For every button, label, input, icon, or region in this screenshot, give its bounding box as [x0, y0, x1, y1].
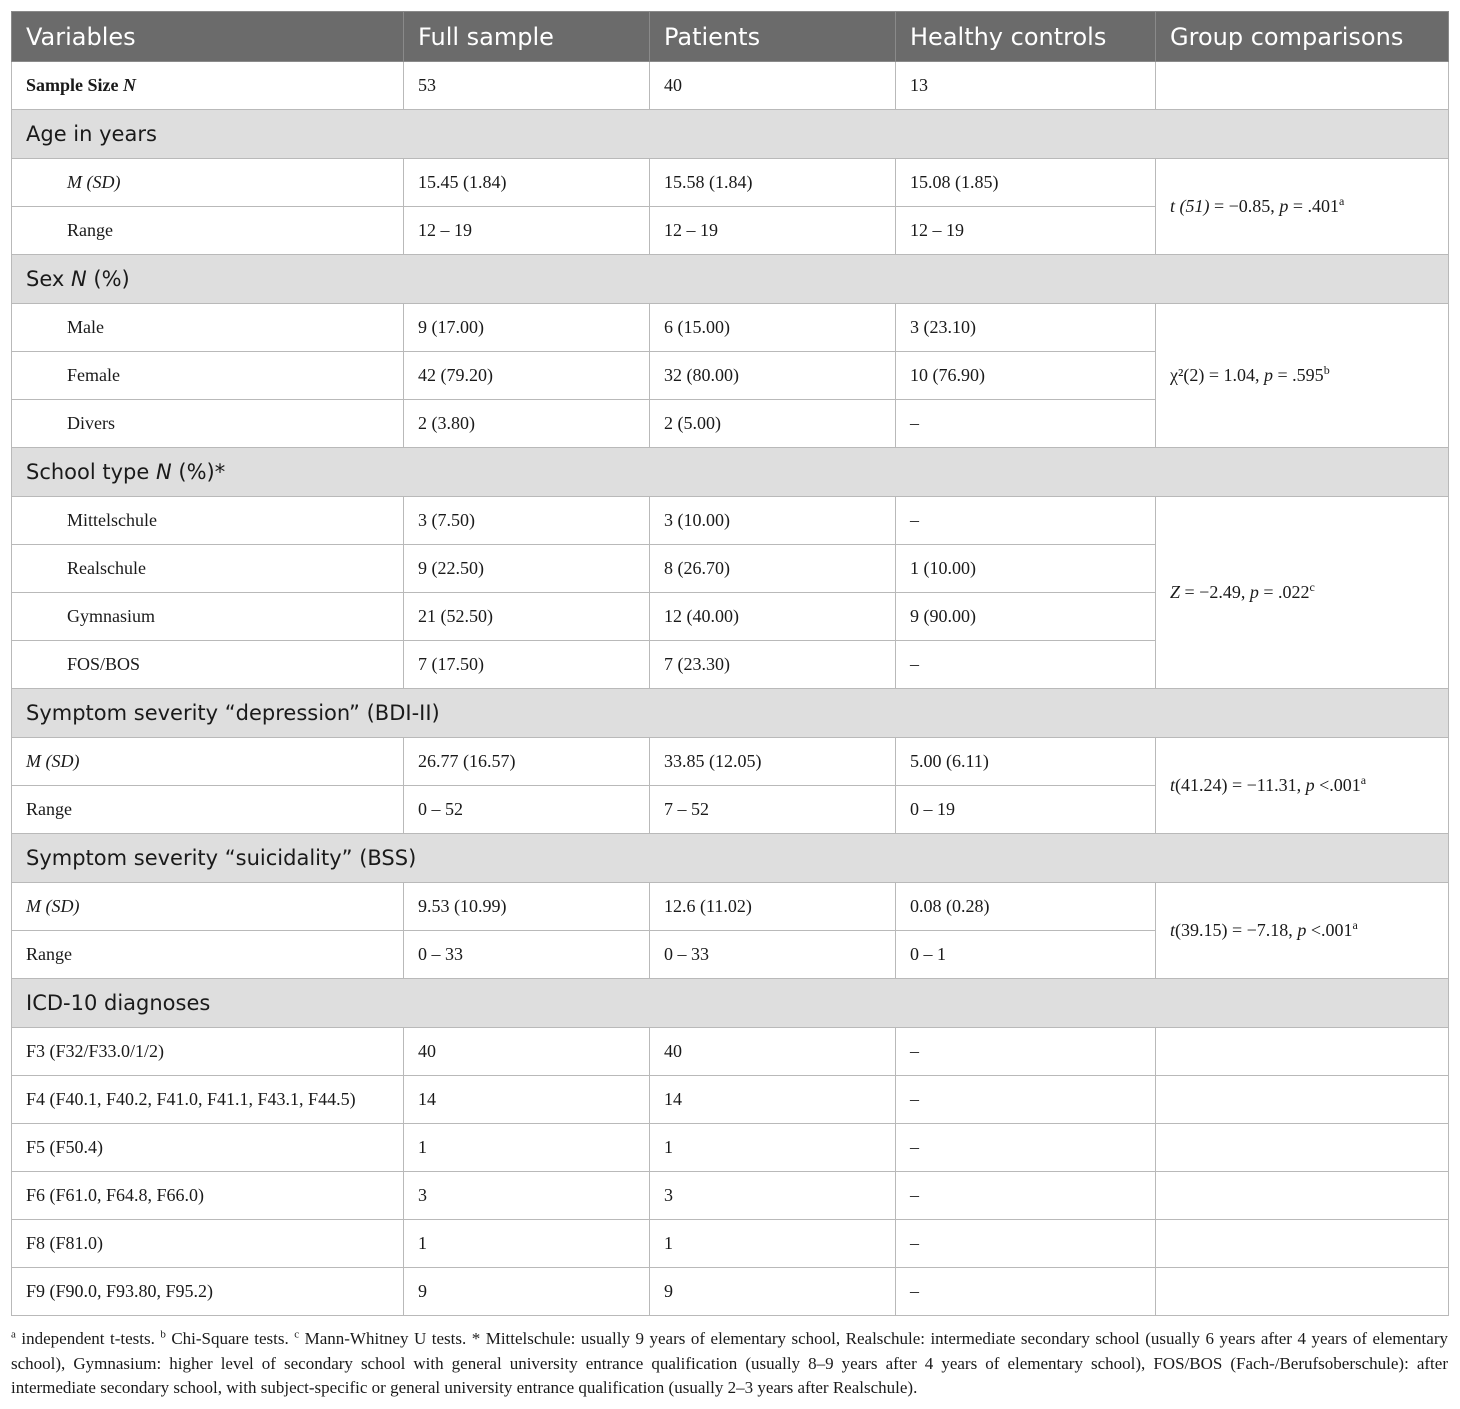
cell-full: 21 (52.50)	[404, 593, 650, 641]
cell-patients: 2 (5.00)	[650, 400, 896, 448]
row-label: Range	[12, 786, 404, 834]
cell-full: 9 (17.00)	[404, 304, 650, 352]
characteristics-table	[11, 11, 1449, 1316]
cell-comparison	[1156, 1220, 1449, 1268]
cell-controls: –	[896, 1028, 1156, 1076]
cell-full: 1	[404, 1220, 650, 1268]
table-container	[11, 11, 1448, 1316]
cell-full: 12 – 19	[404, 207, 650, 255]
table-row	[12, 738, 1449, 786]
table-footnote: $^a$ independent t-tests. $^b$ Chi-Square tests. $^c$ Mann-Whitney U tests. * Mittelschule: usually 9 years of elementary school, Realschule: intermediate secondary school (usually 6 years after 4 years of elementary school), Gymnasium: higher level of secondary school with general university entrance qualification (usually 8–9 years after 4 years of elementary school), FOS/BOS (Fach-/Berufsoberschule): after intermediate secondary school, with subject-specific or general university entrance qualification (usually 2–3 years after Realschule).	[11, 1328, 1448, 1397]
header-variables: Variables	[12, 12, 404, 62]
section-title: School type N (%)*	[12, 448, 1449, 497]
cell-full: 2 (3.80)	[404, 400, 650, 448]
table-row	[12, 1172, 1449, 1220]
section-row-age	[12, 110, 1449, 159]
row-label: F5 (F50.4)	[12, 1124, 404, 1172]
row-label: M (SD)	[12, 738, 404, 786]
cell-patients: 9	[650, 1268, 896, 1316]
row-label: M (SD)	[12, 159, 404, 207]
cell-patients: 3	[650, 1172, 896, 1220]
cell-patients: 1	[650, 1220, 896, 1268]
cell-patients: 0 – 33	[650, 931, 896, 979]
cell-controls: 0 – 19	[896, 786, 1156, 834]
cell-comparison	[1156, 1268, 1449, 1316]
cell-full: 53	[404, 62, 650, 110]
cell-full: 0 – 52	[404, 786, 650, 834]
cell-controls: –	[896, 400, 1156, 448]
cell-full: 7 (17.50)	[404, 641, 650, 689]
section-row-icd10	[12, 979, 1449, 1028]
cell-controls: –	[896, 497, 1156, 545]
cell-full: 14	[404, 1076, 650, 1124]
row-label: FOS/BOS	[12, 641, 404, 689]
section-row-sex	[12, 255, 1449, 304]
cell-controls: –	[896, 1124, 1156, 1172]
cell-patients: 3 (10.00)	[650, 497, 896, 545]
cell-full: 3	[404, 1172, 650, 1220]
cell-full: 15.45 (1.84)	[404, 159, 650, 207]
cell-patients: 12 – 19	[650, 207, 896, 255]
section-title: ICD-10 diagnoses	[12, 979, 1449, 1028]
table-row	[12, 62, 1449, 110]
row-label: Realschule	[12, 545, 404, 593]
row-label: Range	[12, 931, 404, 979]
section-title: Symptom severity “depression” (BDI-II)	[12, 689, 1449, 738]
table-row	[12, 497, 1449, 545]
section-row-depression	[12, 689, 1449, 738]
row-label: Male	[12, 304, 404, 352]
cell-controls: 3 (23.10)	[896, 304, 1156, 352]
cell-comparison	[1156, 1172, 1449, 1220]
cell-controls: –	[896, 1220, 1156, 1268]
cell-patients: 33.85 (12.05)	[650, 738, 896, 786]
row-label: M (SD)	[12, 883, 404, 931]
table-row	[12, 883, 1449, 931]
section-title: Age in years	[12, 110, 1449, 159]
cell-controls: –	[896, 1268, 1156, 1316]
table-row	[12, 1124, 1449, 1172]
row-label: Range	[12, 207, 404, 255]
header-group-comparisons: Group comparisons	[1156, 12, 1449, 62]
row-label: F4 (F40.1, F40.2, F41.0, F41.1, F43.1, F44.5)	[12, 1076, 404, 1124]
cell-full: 0 – 33	[404, 931, 650, 979]
cell-patients: 32 (80.00)	[650, 352, 896, 400]
row-label: Sample Size N	[12, 62, 404, 110]
row-label: F9 (F90.0, F93.80, F95.2)	[12, 1268, 404, 1316]
cell-patients: 6 (15.00)	[650, 304, 896, 352]
cell-controls: –	[896, 641, 1156, 689]
cell-full: 9.53 (10.99)	[404, 883, 650, 931]
row-label: F6 (F61.0, F64.8, F66.0)	[12, 1172, 404, 1220]
cell-controls: –	[896, 1076, 1156, 1124]
table-row	[12, 304, 1449, 352]
cell-comparison: t (51) = −0.85, p = .401$^a$	[1156, 159, 1449, 255]
cell-comparison: Z = −2.49, p = .022$^c$	[1156, 497, 1449, 689]
cell-patients: 12.6 (11.02)	[650, 883, 896, 931]
row-label: Female	[12, 352, 404, 400]
cell-controls: 5.00 (6.11)	[896, 738, 1156, 786]
cell-full: 26.77 (16.57)	[404, 738, 650, 786]
cell-patients: 7 – 52	[650, 786, 896, 834]
cell-full: 9	[404, 1268, 650, 1316]
section-row-school-type	[12, 448, 1449, 497]
cell-controls: 9 (90.00)	[896, 593, 1156, 641]
cell-controls: 0.08 (0.28)	[896, 883, 1156, 931]
table-row	[12, 1268, 1449, 1316]
cell-comparison	[1156, 1028, 1449, 1076]
header-full-sample: Full sample	[404, 12, 650, 62]
cell-full: 40	[404, 1028, 650, 1076]
cell-comparison	[1156, 1076, 1449, 1124]
cell-patients: 1	[650, 1124, 896, 1172]
row-label: F8 (F81.0)	[12, 1220, 404, 1268]
cell-full: 9 (22.50)	[404, 545, 650, 593]
row-label: F3 (F32/F33.0/1/2)	[12, 1028, 404, 1076]
header-healthy-controls: Healthy controls	[896, 12, 1156, 62]
cell-controls: 15.08 (1.85)	[896, 159, 1156, 207]
cell-patients: 12 (40.00)	[650, 593, 896, 641]
row-label: Mittelschule	[12, 497, 404, 545]
cell-full: 42 (79.20)	[404, 352, 650, 400]
cell-controls: 10 (76.90)	[896, 352, 1156, 400]
cell-controls: 0 – 1	[896, 931, 1156, 979]
cell-controls: 12 – 19	[896, 207, 1156, 255]
cell-patients: 14	[650, 1076, 896, 1124]
section-title: Sex N (%)	[12, 255, 1449, 304]
table-row	[12, 159, 1449, 207]
cell-controls: –	[896, 1172, 1156, 1220]
cell-comparison: t(41.24) = −11.31, p <.001$^a$	[1156, 738, 1449, 834]
row-label: Divers	[12, 400, 404, 448]
table-row	[12, 1028, 1449, 1076]
table-header-row	[12, 12, 1449, 62]
cell-patients: 7 (23.30)	[650, 641, 896, 689]
cell-patients: 15.58 (1.84)	[650, 159, 896, 207]
section-title: Symptom severity “suicidality” (BSS)	[12, 834, 1449, 883]
cell-patients: 40	[650, 1028, 896, 1076]
cell-full: 1	[404, 1124, 650, 1172]
header-patients: Patients	[650, 12, 896, 62]
cell-full: 3 (7.50)	[404, 497, 650, 545]
cell-comparison	[1156, 1124, 1449, 1172]
row-label: Gymnasium	[12, 593, 404, 641]
cell-comparison	[1156, 62, 1449, 110]
section-row-suicidality	[12, 834, 1449, 883]
table-row	[12, 1220, 1449, 1268]
cell-comparison: χ²(2) = 1.04, p = .595$^b$	[1156, 304, 1449, 448]
table-row	[12, 1076, 1449, 1124]
cell-controls: 1 (10.00)	[896, 545, 1156, 593]
cell-patients: 8 (26.70)	[650, 545, 896, 593]
cell-comparison: t(39.15) = −7.18, p <.001$^a$	[1156, 883, 1449, 979]
cell-patients: 40	[650, 62, 896, 110]
cell-controls: 13	[896, 62, 1156, 110]
